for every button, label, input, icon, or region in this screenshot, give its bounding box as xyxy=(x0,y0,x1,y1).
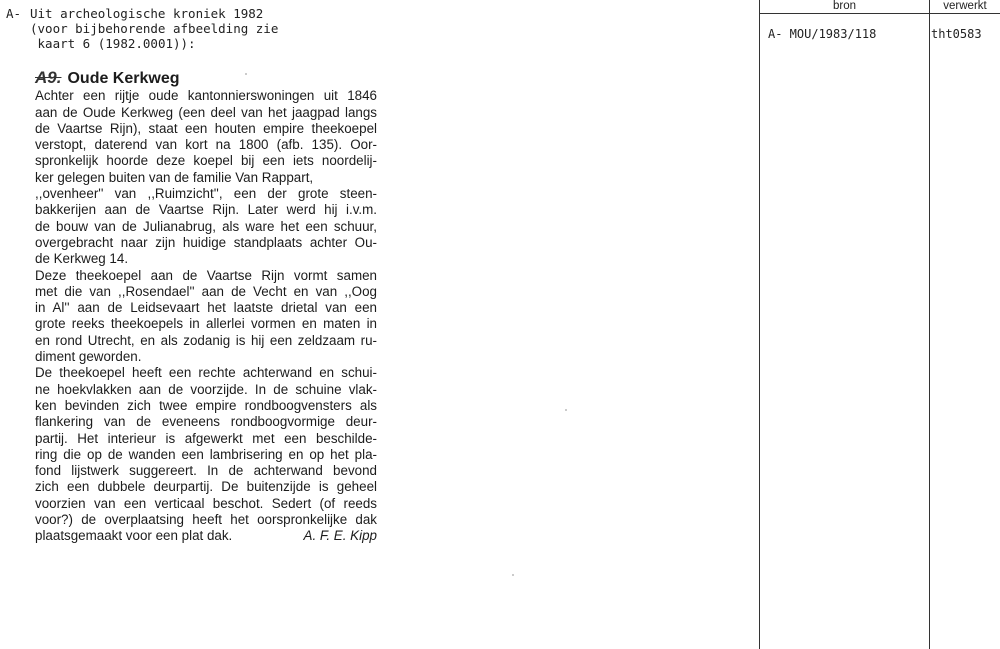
article-line: en rond Utrecht, en als zodanig is hij een zeldzaam ru- xyxy=(35,332,377,348)
scan-speck xyxy=(245,73,247,75)
article-line: ,,ovenheer'' van ,,Ruimzicht'', een der grote steen- xyxy=(35,186,377,202)
typed-header-line-3 xyxy=(6,36,278,51)
article-line: diment geworden. xyxy=(35,349,142,365)
typed-prefix: A- xyxy=(6,6,22,21)
column-header-verwerkt: verwerkt xyxy=(943,0,987,12)
article-number: A9. xyxy=(35,68,62,87)
article-line: fond lijstwerk suggereert. In de achterwand bevond xyxy=(35,463,377,479)
column-header-bron: bron xyxy=(832,0,857,12)
article-line: de bouw van de Julianabrug, als ware het een schuur, xyxy=(35,218,377,234)
article-line: overgebracht naar zijn huidige standplaats achter Ou- xyxy=(35,234,377,250)
article-line: met die van ,,Rosendael'' aan de Vecht en van ,,Oog xyxy=(35,283,377,299)
article-body xyxy=(35,88,377,528)
article-line: Achter een rijtje oude kantonnierswoningen uit 1846 xyxy=(35,88,377,104)
article-line: De theekoepel heeft een rechte achterwand en schui- xyxy=(35,365,377,381)
article-title: Oude Kerkweg xyxy=(67,70,180,87)
article-closing-line xyxy=(35,528,377,544)
scan-speck xyxy=(512,574,514,576)
article-line: spronkelijk hoorde deze koepel bij een iets noordelij- xyxy=(35,153,377,169)
article-line: Deze theekoepel aan de Vaartse Rijn vormt samen xyxy=(35,267,377,283)
table-left-rule xyxy=(759,0,760,649)
article-line: grote reeks theekoepels in allerlei vormen en maten in xyxy=(35,316,377,332)
typed-header-line-1 xyxy=(6,6,278,21)
article-author: A. F. E. Kipp xyxy=(303,528,377,544)
typed-header-line-2 xyxy=(6,21,278,36)
article-line: bakkerijen aan de Vaartse Rijn. Later werd hij i.v.m. xyxy=(35,202,377,218)
scan-speck xyxy=(565,409,567,411)
article-line: verstopt, daterend van kort na 1800 (afb. 135). Oor- xyxy=(35,137,377,153)
typed-line-text: kaart 6 (1982.0001)): xyxy=(37,36,196,51)
typed-line-text: (voor bijbehorende afbeelding zie xyxy=(30,21,279,36)
article-line: ne hoekvlakken aan de voorzijde. In de schuine vlak- xyxy=(35,381,377,397)
article-line: in Al'' aan de Leidsevaart het laatste drietal van een xyxy=(35,300,377,316)
typed-line-text: Uit archeologische kroniek 1982 xyxy=(30,6,264,21)
article-line: de Vaartse Rijn), staat een houten empire theekoepel xyxy=(35,120,377,136)
cell-bron: A- MOU/1983/118 xyxy=(768,27,877,41)
article-line: ken bevinden zich twee empire rondboogvensters als xyxy=(35,397,377,413)
cell-verwerkt: tht0583 xyxy=(931,27,982,41)
article-line: de Kerkweg 14. xyxy=(35,251,129,267)
article-heading xyxy=(35,70,377,87)
article-line: aan de Oude Kerkweg (een deel van het jaagpad langs xyxy=(35,104,377,120)
article-line: zich een dubbele deurpartij. De buitenzijde is geheel xyxy=(35,479,377,495)
article-line: ker gelegen buiten van de familie Van Rappart, xyxy=(35,169,314,185)
article-last-line: plaatsgemaakt voor een plat dak. xyxy=(35,528,233,544)
table-column-rule xyxy=(929,0,930,649)
table-header-rule xyxy=(759,13,1000,14)
article-line: voorzien van een verticaal beschot. Sedert (of reeds xyxy=(35,495,377,511)
article-line: flankering van de eveneens rondboogvormige deur- xyxy=(35,414,377,430)
article xyxy=(35,70,377,545)
article-line: ring die op de wanden een lambrisering en op het pla- xyxy=(35,446,377,462)
article-line: partij. Het interieur is afgewerkt met een beschilde- xyxy=(35,430,377,446)
typed-header xyxy=(6,6,278,51)
article-line: voor?) de overplaatsing heeft het oorspronkelijke dak xyxy=(35,512,377,528)
